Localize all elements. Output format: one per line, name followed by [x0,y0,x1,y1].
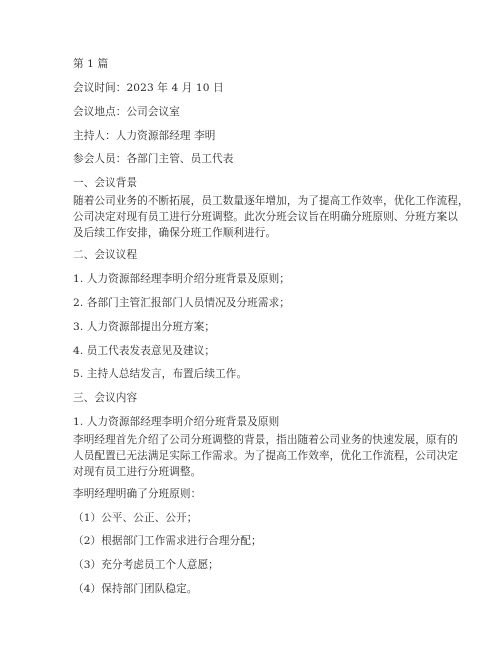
meeting-attendees: 参会人员：各部门主管、员工代表 [73,153,234,165]
part-heading: 第 1 篇 [73,58,109,70]
principle-item: （2）根据部门工作需求进行合理分配； [73,535,262,547]
paragraph-line: 对现有员工进行分班调整。 [73,466,202,478]
agenda-item: 5. 主持人总结发言，布置后续工作。 [73,368,248,380]
paragraph-line: 李明经理首先介绍了公司分班调整的背景，指出随着公司业务的快速发展，原有的 [73,434,458,446]
principles-intro: 李明经理明确了分班原则： [73,488,202,500]
section-content-body [73,432,458,480]
agenda-item: 1. 人力资源部经理李明介绍分班背景及原则； [73,273,290,285]
principle-item: （4）保持部门团队稳定。 [73,583,198,595]
paragraph-line: 随着公司业务的不断拓展，员工数量逐年增加，为了提高工作效率，优化工作流程， [73,195,469,207]
agenda-item: 4. 员工代表发表意见及建议； [73,345,216,357]
principle-item: （1）公平、公正、公开； [73,512,198,524]
principle-item: （3）充分考虑员工个人意愿； [73,559,219,571]
meeting-time: 会议时间：2023 年 4 月 10 日 [73,82,224,94]
agenda-item: 2. 各部门主管汇报部门人员情况及分班需求； [73,297,290,309]
meeting-place: 会议地点：公司会议室 [73,106,180,118]
paragraph-line: 人员配置已无法满足实际工作需求。为了提高工作效率，优化工作流程，公司决定 [73,450,458,462]
meeting-host: 主持人：人力资源部经理 李明 [73,130,216,142]
section-background-title: 一、会议背景 [73,177,138,189]
section-content-title: 三、会议内容 [73,392,138,404]
paragraph-line: 公司决定对现有员工进行分班调整。此次分班会议旨在明确分班原则、分班方案以 [73,211,458,223]
section-background-body [73,193,469,241]
section-agenda-title: 二、会议议程 [73,249,138,261]
paragraph-line: 及后续工作安排，确保分班工作顺利进行。 [73,227,277,239]
agenda-item: 3. 人力资源部提出分班方案； [73,321,216,333]
section-content-subheading: 1. 人力资源部经理李明介绍分班背景及原则 [73,416,280,428]
